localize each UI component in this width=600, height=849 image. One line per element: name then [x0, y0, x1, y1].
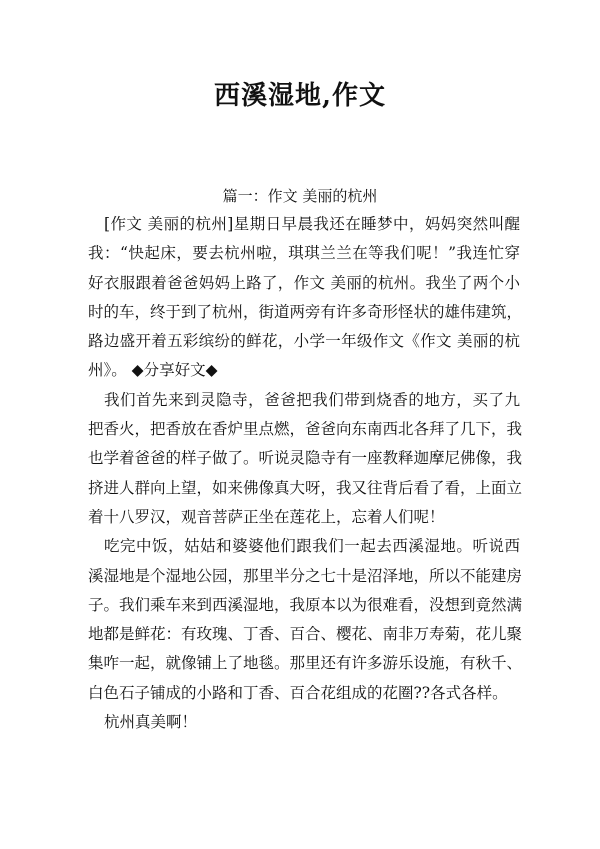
paragraph-line: 把香火，把香放在香炉里点燃，爸爸向东南西北各拜了几下，我	[88, 420, 523, 439]
paragraph-line: 白色石子铺成的小路和丁香、百合花组成的花圈??各式各样。	[88, 683, 508, 702]
paragraph-line: 好衣服跟着爸爸妈妈上路了，作文 美丽的杭州。我坐了两个小	[88, 273, 520, 292]
paragraph-line: 挤进人群向上望，如来佛像真大呀，我又往背后看了看，上面立	[88, 478, 523, 497]
paragraph-line: 也学着爸爸的样子做了。听说灵隐寺有一座教释迦摩尼佛像，我	[88, 449, 523, 468]
paragraph-line: 集咋一起，就像铺上了地毯。那里还有许多游乐设施，有秋千、	[88, 654, 523, 673]
paragraph-line: 溪湿地是个湿地公园，那里半分之七十是沼泽地，所以不能建房	[88, 566, 523, 585]
paragraph-3	[88, 532, 523, 708]
paragraph-line: 路边盛开着五彩缤纷的鲜花，小学一年级作文《作文 美丽的杭	[88, 332, 520, 351]
paragraph-line: 地都是鲜花：有玫瑰、丁香、百合、樱花、南非万寿菊，花儿聚	[88, 625, 523, 644]
section-heading: 篇一：作文 美丽的杭州	[222, 187, 378, 205]
paragraph-line: 吃完中饭，姑姑和婆婆他们跟我们一起去西溪湿地。听说西	[104, 537, 520, 556]
paragraph-line: 时的车，终于到了杭州，街道两旁有许多奇形怪状的雄伟建筑，	[88, 302, 523, 321]
document-title: 西溪湿地,作文	[213, 81, 387, 111]
paragraph-line: 着十八罗汉，观音菩萨正坐在莲花上，忘着人们呢！	[88, 507, 445, 526]
paragraph-2	[88, 386, 523, 532]
paragraph-line: [作文 美丽的杭州]星期日早晨我还在睡梦中，妈妈突然叫醒	[104, 215, 520, 233]
paragraph-line: 杭州真美啊！	[104, 713, 198, 732]
paragraph-line: 州》。 ◆分享好文◆	[88, 361, 218, 380]
paragraph-line: 我们首先来到灵隐寺，爸爸把我们带到烧香的地方，买了九	[104, 390, 520, 409]
paragraph-1	[88, 210, 523, 386]
paragraph-line: 子。我们乘车来到西溪湿地，我原本以为很难看，没想到竟然满	[88, 595, 523, 614]
document-body	[88, 210, 523, 737]
paragraph-line: 我：“快起床，要去杭州啦，琪琪兰兰在等我们呢！”我连忙穿	[88, 244, 520, 263]
paragraph-4	[88, 708, 520, 737]
